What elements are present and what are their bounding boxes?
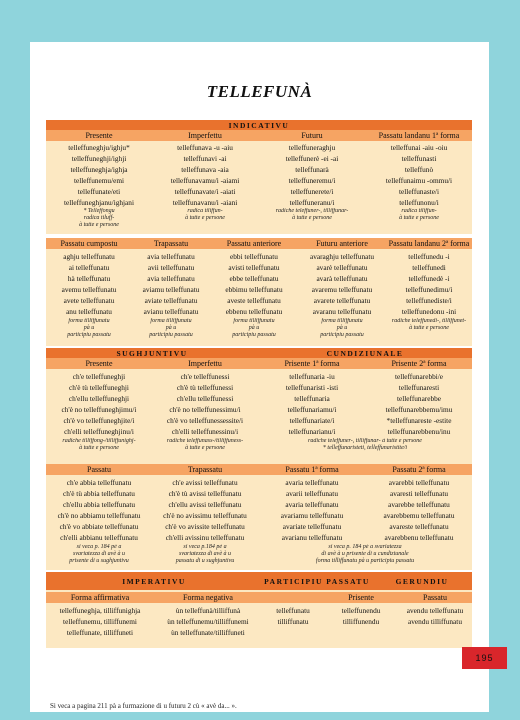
imperativu-table [46,572,472,648]
imperativu-header-part: IMPERATIVU [122,576,186,586]
table-row-cell: telleffunemu, tilliffunemi [63,617,137,626]
table-row-cell: avarè telleffunatu [316,263,368,272]
table-row-cell: avii telleffunatu [147,263,195,272]
note-cell: radiche teleffunass-/tilliffuness- à tutte e persone [166,438,244,451]
table-row [46,175,472,186]
table-row-cell: telleffunariamu/i [287,405,337,414]
table-row-cell: avia telleffunatu [147,274,195,283]
table-row-cell: telleffunaresti [398,383,440,392]
table-row [46,605,472,616]
passatu-col-headers-cell: Passatu landanu 2ª forma [388,239,470,248]
table-row-cell: aviate telleffunatu [144,296,198,305]
indicativu-col-headers-cell: Futuru [301,131,323,140]
table-row-cell: ch'è vo abbiate telleffunatu [59,522,139,531]
note-cell: * Telleffongu radica tiluff- à tutte e persone [79,208,119,228]
table-row-cell: *telleffunareste -estite [386,416,452,425]
table-row-cell: avendu telleffunatu [406,606,464,615]
table-row-cell: telleffunaristi -isti [285,383,339,392]
table-row-cell: ebbenu telleffunatu [225,307,283,316]
note-cell: radiche teleffuner-, tilliffunar- à tutte e persone [275,208,349,221]
table-row-cell: ùn telleffunate/tilliffuneti [171,628,245,637]
note-cell: si veca p.184 pè a svariatezza di avè à u passatu di u sughjuntivu [175,544,235,564]
table-row-cell: ch'ellu abbia telleffunatu [62,500,136,509]
table-row-cell: telleffunariate/i [289,416,335,425]
table-row-cell: anu telleffunatu [66,307,112,316]
table-row [46,521,472,532]
table-row [46,488,472,499]
table-row [46,627,472,638]
imperativu-header-part: PARTICIPIU PASSATU [264,576,370,586]
table-row-cell: telleffunarà [295,165,329,174]
table-row-cell: telleffunerè -ei -ai [285,154,339,163]
table-row-cell: ch'è no telleffunessimu/i [169,405,241,414]
table-row [46,415,472,426]
table-row-cell: telleffunavanu/i -aiani [172,198,238,207]
table-row-cell: telleffunendu [341,606,381,615]
table-row-cell: avarebbemu telleffunatu [383,511,455,520]
table-row-cell: ebbi telleffunatu [230,252,278,261]
footer-note: Si veca a pagina 211 pà a furmazione di u futuru 2 cù « avè da... ». [50,702,237,710]
note-cell: si veca p. 184 pè a svariatezza di avè à u prisente di u cundiziunale forma tilliffunatu pà u participiu passatu [315,544,415,564]
table-row-cell: telleffuneghjanu/ighjani [64,198,134,207]
table-row [46,142,472,153]
table-row-cell: ch'e telleffuneghji [72,372,126,381]
table-row-cell: telleffunaria [294,394,330,403]
imperativu-col-headers-cell: Forma affirmativa [70,593,130,602]
sughjuntivu-header [46,348,472,358]
passatu-col-headers-cell: Passatu cumpostu [60,239,118,248]
table-row-cell: aghju telleffunatu [63,252,115,261]
notes-row [46,208,472,234]
indicativu-col-headers-cell: Passatu landanu 1ª forma [378,131,460,140]
table-row-cell: telleffuneghja/ighja [70,165,128,174]
table-row-cell: telleffuneranu/i [289,198,335,207]
table-row-cell: telleffunedimu/i [405,285,453,294]
notes-row [46,438,472,464]
table-row-cell: avemu telleffunatu [61,285,117,294]
sughjuntivu-col-headers [46,358,472,369]
passatu-col-headers-cell: Trapassatu [153,239,189,248]
table-row [46,532,472,543]
table-row-cell: avaria telleffunatu [285,500,339,509]
passatu-table [46,238,472,346]
table-row [46,510,472,521]
table-row-cell: telleffunatu [276,606,310,615]
table-row-cell: telleffunerete/i [290,187,334,196]
table-row-cell: ch'è tù telleffuneghji [69,383,129,392]
passatu-sughjuntivu-col-headers-cell: Passatu 2ª forma [392,465,446,474]
table-row-cell: aviamu telleffunatu [142,285,200,294]
table-row-cell: ùn telleffunemu/tilliffunemi [167,617,249,626]
table-row-cell: telleffuneghju/ighju* [68,143,130,152]
table-row [46,164,472,175]
table-row-cell: telleffuneremu/i [288,176,336,185]
table-row-cell: avaraghju telleffunatu [309,252,375,261]
notes-row [46,318,472,346]
table-row-cell: avete telleffunatu [63,296,115,305]
note-cell: radica tiliffun- à tutte e persone [185,208,225,221]
imperativu-col-headers-cell: Forma negativa [183,593,233,602]
table-row-cell: ai telleffunatu [68,263,110,272]
table-row-cell: ebbimu telleffunatu [225,285,283,294]
table-row [46,404,472,415]
passatu-sughjuntivu-col-headers-cell: Passatu [87,465,111,474]
table-row-cell: ch'ellu avissi telleffunatu [168,500,242,509]
sughjuntivu-col-headers-cell: Prisente 2ª forma [391,359,447,368]
page-title: TELLEFUNÀ [206,82,313,101]
sughjuntivu-col-headers-cell: Prisente 1ª forma [284,359,340,368]
table-row-cell: tilliffunendu [342,617,380,626]
table-row [46,426,472,437]
table-row-cell: ch'e telleffunessi [180,372,230,381]
indicativu-table [46,120,472,234]
table-row-cell: avendu tilliffunatu [408,617,462,626]
imperativu-col-headers-cell: Passatu [423,593,447,602]
passatu-col-headers [46,238,472,249]
table-row-cell: telleffuneghji/ighji [71,154,127,163]
table-row-cell: ebbe telleffunatu [229,274,279,283]
table-row-cell: telleffunarebbe [396,394,442,403]
table-row [46,197,472,208]
table-row-cell: avia telleffunatu [147,252,195,261]
table-row [46,393,472,404]
imperativu-header [46,572,472,590]
table-row-cell: telleffunarebbemu/imu [385,405,453,414]
table-row-cell: telleffunavamu/i -aiami [170,176,240,185]
table-row-cell: telleffunavi -ai [183,154,227,163]
table-row-cell: telleffunasti [401,154,437,163]
table-row-cell: telleffunaste/i [399,187,439,196]
table-row-cell: avisti telleffunatu [228,263,280,272]
table-row-cell: ch'è vo telleffunessessite/i [166,416,244,425]
table-row-cell: avaremu telleffunatu [311,285,373,294]
table-row-cell: ùn telleffunà/tilliffunà [175,606,241,615]
imperativu-col-headers-cell: Prisente [348,593,374,602]
table-row-cell: telleffunemu/emi [73,176,125,185]
table-row-cell: avarebbenu telleffunatu [384,533,454,542]
table-row-cell: ch'elli avissinu telleffunatu [165,533,245,542]
passatu-col-headers-cell: Passatu anteriore [226,239,282,248]
table-row-cell: avarianu telleffunatu [281,533,343,542]
table-row [46,499,472,510]
page [30,42,489,712]
indicativu-col-headers [46,130,472,141]
indicativu-header: INDICATIVU [46,120,472,130]
table-row-cell: telleffunavate/i -aiati [174,187,236,196]
table-row-cell: ch'è tù telleffunessi [176,383,234,392]
table-row-cell: ch'è vo avissite telleffunatu [165,522,245,531]
table-row-cell: tilliffunatu [277,617,309,626]
table-row-cell: avarete telleffunatu [313,296,371,305]
note-cell: radica tiliffun- à tutte e persone [399,208,439,221]
table-row-cell: ch'ellu telleffunessi [176,394,234,403]
table-row [46,153,472,164]
passatu-sughjuntivu-col-headers [46,464,472,475]
notes-row [46,544,472,570]
table-row-cell: ch'elli abbianu telleffunatu [60,533,138,542]
note-cell: radiche teleffuner-, tilliffunar- à tutte e persone * telleffunaristeti, telleffunaristite/i [308,438,422,451]
table-row-cell: telleffunaimu -ommu/i [385,176,453,185]
sughjuntivu-table [46,348,472,466]
passatu-sughjuntivu-col-headers-cell: Passatu 1ª forma [285,465,339,474]
table-row-cell: telleffunarianu/i [288,427,336,436]
table-row-cell: avarii telleffunatu [286,489,338,498]
table-row-cell: telleffuneraghju [288,143,336,152]
note-cell: forma tilliffunatu pà u participiu passatu [320,318,364,338]
table-row-cell: telleffunava -u -aiu [177,143,233,152]
table-row-cell: ch'è no abbiamu telleffunatu [57,511,141,520]
sughjuntivu-header-part: SUGHJUNTIVU [116,348,188,358]
table-row-cell: telleffunai -aiu -oiu [390,143,448,152]
table-row-cell: avarà telleffunatu [316,274,368,283]
table-row-cell: aveste telleffunatu [227,296,281,305]
table-row-cell: avariamu telleffunatu [280,511,344,520]
table-row-cell: avarebbe telleffunatu [388,500,450,509]
note-cell: forma tilliffunatu pà u participiu passatu [149,318,193,338]
table-row-cell: telleffunedu -i [408,252,450,261]
table-row [46,382,472,393]
table-row-cell: telleffunò [404,165,434,174]
table-row-cell: ch'è no telleffuneghjimu/i [61,405,137,414]
table-row [46,273,472,284]
table-row-cell: ch'elli telleffunessinu/i [171,427,239,436]
indicativu-col-headers-cell: Imperfettu [188,131,222,140]
table-row-cell: avariate telleffunatu [282,522,342,531]
table-row-cell: telleffunediste/i [406,296,452,305]
table-row [46,295,472,306]
table-row-cell: ch'è tù avissi telleffunatu [168,489,242,498]
note-cell: radiche teleffunedi-, tilliffunet- à tutte e persone [391,318,467,331]
table-row [46,251,472,262]
note-cell: forma tilliffunatu pà u participiu passatu [67,318,111,338]
table-row [46,186,472,197]
table-row-cell: avarebbi telleffunatu [388,478,450,487]
table-row-cell: ch'ellu telleffuneghji [68,394,130,403]
note-cell: radiche tilliffong-/tilliffunighj- à tutte e persone [62,438,136,451]
table-row-cell: telleffunate, tilliffuneti [66,628,134,637]
sughjuntivu-col-headers-cell: Presente [85,359,113,368]
table-row-cell: ch'è no avissimu telleffunatu [163,511,247,520]
sughjuntivu-header-part: CUNDIZIUNALE [326,348,404,358]
sughjuntivu-col-headers-cell: Imperfettu [188,359,222,368]
table-row-cell: telleffuneghja, tilliffunighja [59,606,141,615]
passatu-col-headers-cell: Futuru anteriore [316,239,368,248]
page-number: 195 [462,647,507,669]
table-row-cell: telleffunedè -i [408,274,450,283]
table-row-cell: telleffunaria -iu [289,372,335,381]
table-row-cell: telleffunava -aia [181,165,229,174]
table-row-cell: hà telleffunatu [67,274,111,283]
table-row-cell: avaranu telleffunatu [312,307,372,316]
table-row [46,306,472,317]
imperativu-header-part: GERUNDIU [395,576,449,586]
table-row-cell: avareste telleffunatu [389,522,449,531]
note-cell: si veca p. 184 pè a svariatezza di avè à u prisente di u sughjuntivu [69,544,129,564]
table-row [46,477,472,488]
table-row-cell: avaria telleffunatu [285,478,339,487]
passatu-sughjuntivu-col-headers-cell: Trapassatu [187,465,223,474]
passatu-sughjuntivu-table [46,464,472,570]
indicativu-col-headers-cell: Presente [85,131,113,140]
table-row-cell: avaresti telleffunatu [389,489,448,498]
table-row-cell: telleffunarebbenu/inu [387,427,451,436]
table-row-cell: ch'è vo telleffuneghjite/i [63,416,135,425]
table-row-cell: ch'e abbia telleffunatu [66,478,132,487]
table-row-cell: telleffunedonu -ini [401,307,457,316]
table-row-cell: ch'è tù abbia telleffunatu [63,489,135,498]
table-row [46,262,472,273]
table-row-cell: ch'e avissi telleffunatu [172,478,238,487]
table-row-cell: avianu telleffunatu [143,307,199,316]
table-row-cell: telleffunedi [412,263,446,272]
table-row-cell: ch'elli telleffuneghjinu/i [64,427,134,436]
table-row [46,284,472,295]
table-row-cell: telleffunonu/i [399,198,439,207]
table-row [46,616,472,627]
table-row-cell: telleffunarebbi/e [394,372,444,381]
note-cell: forma tilliffunatu pà u participiu passatu [232,318,276,338]
table-row-cell: telleffunate/eti [77,187,121,196]
table-row [46,371,472,382]
imperativu-col-headers [46,592,472,603]
